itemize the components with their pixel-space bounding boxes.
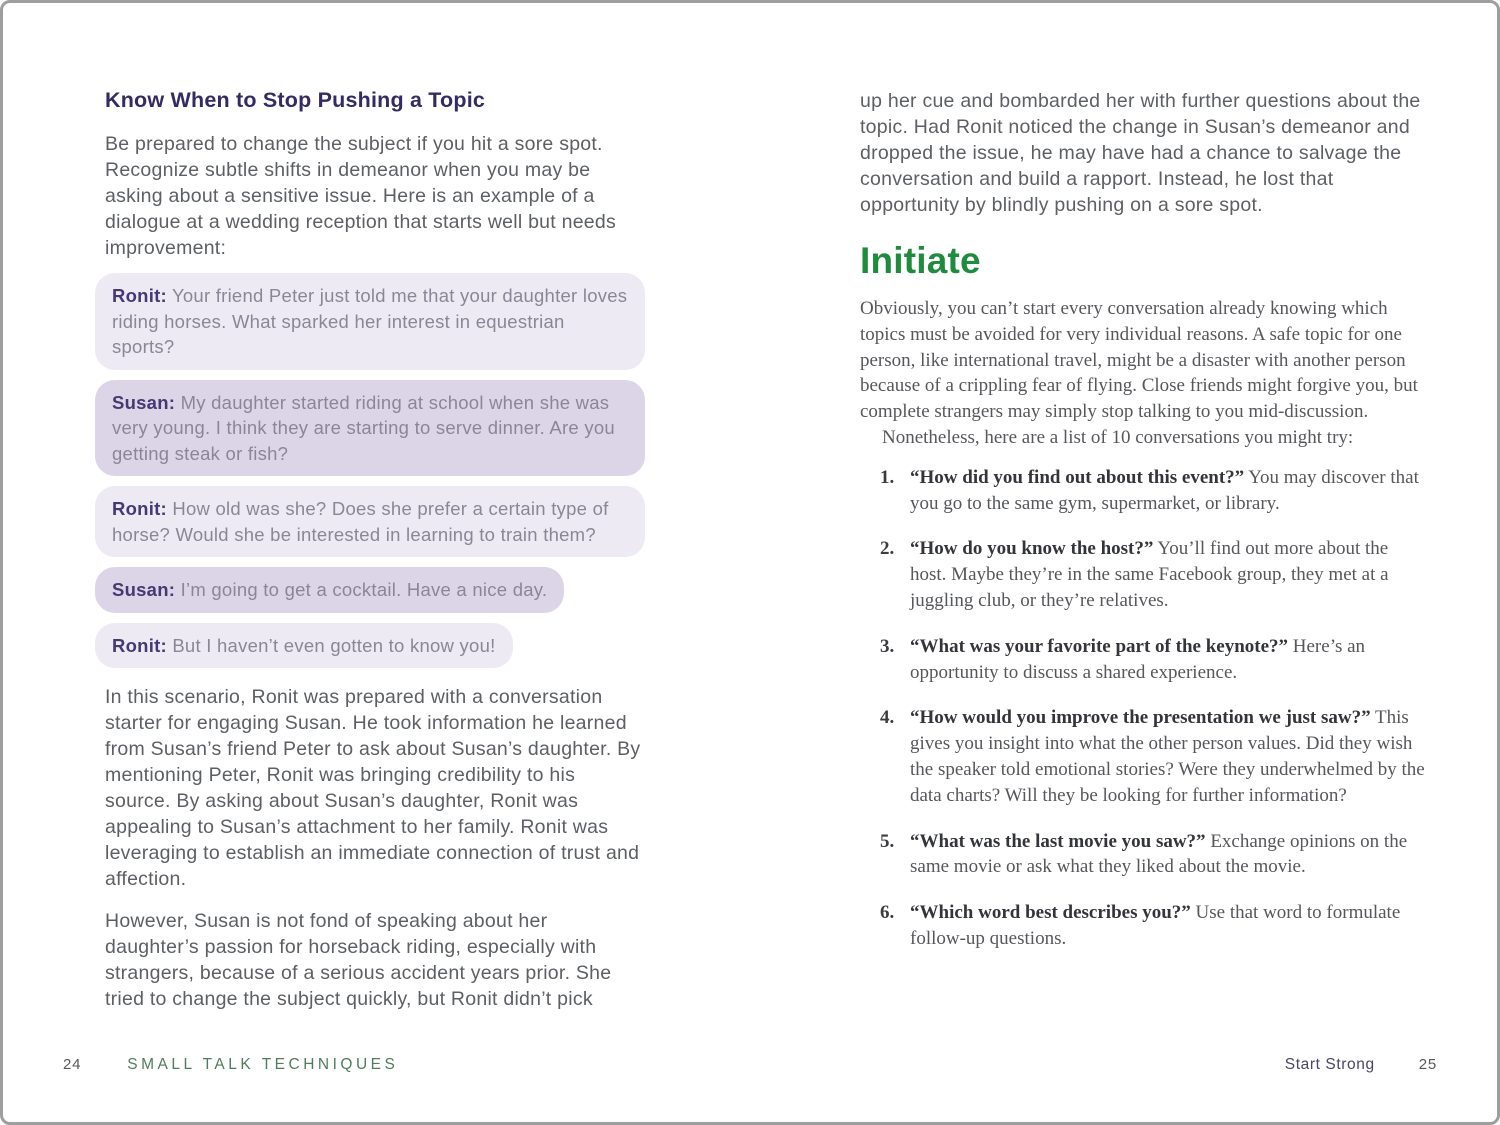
list-number: 3. [880,635,895,657]
left-intro-paragraph: Be prepared to change the subject if you hit a sore spot. Recognize subtle shifts in demeanor when you may be asking about a sensitive issue. Here is an example of a dialogue at a wedding reception that starts well but needs improvement: [105,133,616,259]
bubble-text: How old was she? Does she prefer a certain type of horse? Would she be interested in learning to train them? [112,498,609,545]
chat-bubble-ronit-1 [95,273,645,370]
section-heading-initiate: Initiate [860,240,981,281]
question-bold: “Which word best describes you?” [910,902,1191,924]
speaker-name: Ronit: [112,634,167,656]
chat-bubble-susan-1 [95,380,645,477]
question-bold: “How did you find out about this event?” [910,466,1245,488]
list-item [860,705,1425,808]
speaker-name: Susan: [112,579,176,600]
list-item [860,634,1425,686]
continuation-paragraph: up her cue and bombarded her with further questions about the topic. Had Ronit noticed the change in Susan’s demeanor and dropped the issue, he may have had a chance to salvage the conversation and build a rapport. Instead, he lost that opportunity by blindly pushing on a sore spot. [860,90,1421,216]
footer-running-title: SMALL TALK TECHNIQUES [127,1056,399,1073]
list-text [910,465,1425,517]
right-page [860,88,1425,972]
question-comment: You may discover that you go to the same gym, supermarket, or library. [910,466,1419,514]
question-bold: “What was the last movie you saw?” [910,830,1206,852]
question-comment: Here’s an opportunity to discuss a shared experience. [910,635,1366,683]
initiate-intro-paragraph: Obviously, you can’t start every conversation already knowing which topics must be avoided for very individual reasons. A safe topic for one person, like international travel, might be a disaster with another person because of a crippling fear of flying. Close friends might forgive you, but complete strangers may simply stop talking to you mid-discussion. [860,298,1418,423]
list-item [860,829,1425,881]
question-bold: “How would you improve the presentation we just saw?” [910,707,1371,729]
list-text [910,829,1425,881]
question-comment: Use that word to formulate follow-up questions. [910,902,1401,949]
conversation-starter-list [860,465,1425,952]
speaker-name: Ronit: [112,498,167,519]
list-item [860,900,1425,952]
chat-bubble-susan-2 [95,567,564,613]
bubble-text: But I haven’t even gotten to know you! [172,634,496,656]
list-number: 4. [880,707,895,729]
right-page-footer [1285,1056,1437,1074]
left-page-heading: Know When to Stop Pushing a Topic [105,88,486,112]
question-bold: “What was your favorite part of the keynote?” [910,635,1289,657]
list-item [860,465,1425,517]
list-text [910,900,1425,952]
initiate-intro-lead-in: Nonetheless, here are a list of 10 conversations you might try: [882,426,1354,448]
left-body-paragraph-2: However, Susan is not fond of speaking about her daughter’s passion for horseback riding, especially with strangers, because of a serious accident years prior. She tried to change the subject quickly, but Ronit didn’t pick [105,910,612,1010]
bubble-text: My daughter started riding at school when she was very young. I think they are starting to serve dinner. Are you getting steak or fish? [112,391,615,464]
footer-page-number: 24 [63,1056,82,1073]
bubble-text: Your friend Peter just told me that your daughter loves riding horses. What sparked her interest in equestrian sports? [112,285,628,357]
bubble-text: I’m going to get a cocktail. Have a nice day. [180,579,548,600]
question-comment: This gives you insight into what the other person values. Did they wish the speaker told emotional stories? Were they underwhelmed by the data charts? Will they be looking for further information? [910,707,1425,806]
chat-bubble-ronit-3 [95,623,513,669]
footer-page-number: 25 [1418,1056,1437,1073]
speaker-name: Ronit: [112,285,167,306]
question-bold: “How do you know the host?” [910,538,1154,560]
left-page [105,88,645,1012]
dialogue-example [95,273,645,668]
list-text [910,705,1425,808]
list-item [860,536,1425,613]
list-number: 1. [880,466,895,488]
footer-running-title: Start Strong [1284,1056,1375,1073]
left-page-footer [63,1056,398,1074]
list-number: 6. [880,902,895,924]
list-number: 5. [880,830,895,852]
left-body-paragraph-1: In this scenario, Ronit was prepared with a conversation starter for engaging Susan. He took information he learned from Susan’s friend Peter to ask about Susan’s daughter. By mentioning Peter, Ronit was bringing credibility to his source. By asking about Susan’s daughter, Ronit was appealing to Susan’s attachment to her family. Ronit was leveraging to establish an immediate connection of trust and affection. [105,686,641,890]
list-number: 2. [880,538,895,560]
speaker-name: Susan: [112,391,176,413]
chat-bubble-ronit-2 [95,486,645,557]
list-text [910,536,1425,613]
question-comment: You’ll find out more about the host. Maybe they’re in the same Facebook group, they met at a juggling club, or they’re relatives. [910,538,1389,611]
question-comment: Exchange opinions on the same movie or ask what they liked about the movie. [910,830,1408,878]
list-text [910,634,1425,686]
